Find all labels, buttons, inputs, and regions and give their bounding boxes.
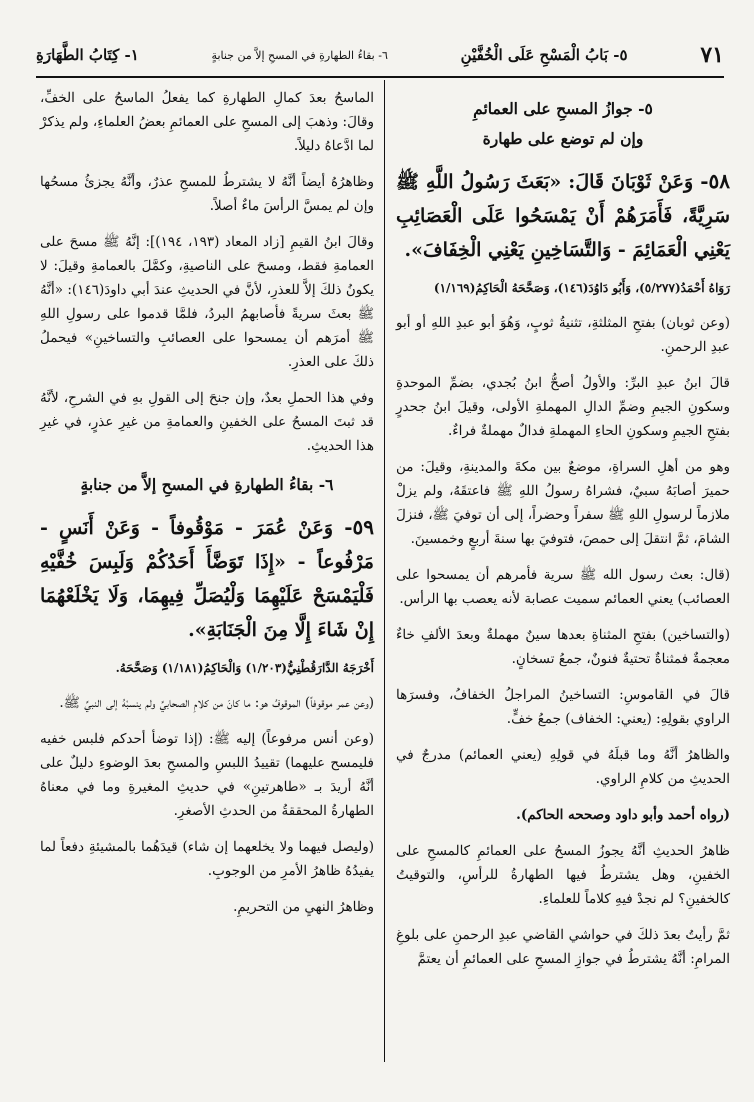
hadith-number: ٥٩-: [344, 515, 374, 539]
section-heading-line1: ٥- جوازُ المسحِ على العمائمِ: [473, 99, 653, 118]
chapter-title: ٥- بَابُ الْمَسْحِ عَلَى الْخُفَّيْنِ: [460, 46, 628, 64]
hadith-reference: أَخْرَجَهُ الدَّارَقُطْنِيُّ(١/٢٠٣) وَالْحَاكِمُ(١/١٨١) وَصَحَّحَهُ.: [115, 661, 374, 675]
commentary-paragraph: وفي هذا الحملِ بعدٌ، وإن جنحَ إلى القولِ بهِ في الشرحِ، لأنَّهُ قد ثبتَ المسحُ على الخفينِ والعمامةِ من غيرِ عذرٍ، في غيرِ هذا الحديثِ.: [40, 390, 374, 454]
hadith-59: [40, 510, 374, 647]
commentary-paragraph: والظاهرُ أنَّهُ وما قبلَهُ في قولِهِ (يعني العمائم) مدرجٌ في الحديثِ من كلامِ الراوي.: [396, 747, 730, 787]
section-heading: ٦- بقاءُ الطهارةِ في المسحِ إلاَّ من جنابةٍ: [80, 475, 334, 494]
commentary-paragraph: (والتساخين) بفتحِ المثناةِ بعدها سينٌ مهملةٌ وبعدَ الألفِ خاءٌ معجمةٌ فمثناةٌ تحتيةٌ فنونٌ، جمعُ تسخانٍ.: [396, 627, 730, 667]
section-heading-line2: وإن لم توضع على طهارة: [482, 129, 644, 148]
hadith-text: وَعَنْ ثَوْبَانَ قَالَ: «بَعَثَ رَسُولُ اللَّهِ ﷺ سَرِيَّةً، فَأَمَرَهُمْ أَنْ يَمْسَحُوا عَلَى الْعَصَائِبِ يَعْنِي الْعَمَائِمَ - وَالتَّسَاخِينِ يَعْنِي الْخِفَافَ».: [396, 171, 730, 261]
hadith-58: [396, 164, 730, 267]
commentary-paragraph: (قال: بعث رسول الله ﷺ سرية فأمرهم أن يمسحوا على العصائب) يعني العمائم سميت عصابة لأنه يعصب بها الرأس.: [396, 567, 730, 607]
page-number: ٧١: [700, 42, 724, 68]
hadith-text: وَعَنْ عُمَرَ - مَوْقُوفاً - وَعَنْ أَنَسٍ - مَرْفُوعاً - «إِذَا تَوَضَّأَ أَحَدُكُمْ وَلَبِسَ خُفَّيْهِ فَلْيَمْسَحْ عَلَيْهِمَا وَلْيُصَلِّ فِيهِمَا، وَلَا يَخْلَعْهُمَا إِنْ شَاءَ إِلَّا مِنَ الْجَنَابَةِ».: [40, 517, 374, 641]
commentary-paragraph: ظاهرُ الحديثِ أنَّهُ يجوزُ المسحُ على العمائمِ كالمسحِ على الخفينِ، وهل يشترطُ فيها الطهارةُ للرأسِ، والتوقيتُ كالخفينِ؟ لم نجدْ فيهِ كلاماً للعلماءِ.: [396, 843, 730, 907]
section-title: ٦- بقاءُ الطهارةِ في المسحِ إلاَّ من جنابةٍ: [211, 48, 388, 62]
commentary-paragraph: وقالَ ابنُ القيمِ [زاد المعاد (١٩٣، ١٩٤)]: إنَّهُ ﷺ مسحَ على العمامةِ فقط، ومسحَ على الناصيةِ، وكمَّلَ بالعمامةِ وقيلَ: لا يكونُ ذلكَ إلاَّ للعذرِ، لأنَّ في الحديثِ عندَ أبي داودَ(١٤٦): «أنَّهُ ﷺ بعثَ سريةً فأصابهمُ البردُ، فلمَّا قدموا على رسولِ اللهِ ﷺ أمرَهم أن يمسحوا على العصائبِ والتساخينِ» فيحملُ ذلكَ على العذرِ.: [40, 234, 374, 370]
left-column: [40, 86, 374, 931]
header-rule: [36, 76, 724, 78]
commentary-paragraph: وظاهرُ النهيِ من التحريمِ.: [233, 899, 374, 915]
book-title: ١- كِتَابُ الطَّهَارَةِ: [36, 46, 139, 64]
right-column: [396, 86, 730, 983]
commentary-paragraph: وظاهرُهُ أيضاً أنَّهُ لا يشترطُ للمسحِ عذرٌ، وأنَّهُ يجزئُ مسحُها وإن لم يمسَّ الرأسَ ماءٌ أصلاً.: [40, 174, 374, 214]
section-heading: [396, 94, 730, 154]
commentary-paragraph: ثمَّ رأيتُ بعدَ ذلكَ في حواشي القاضي عبدِ الرحمنِ على بلوغِ المرامِ: أنَّهُ يشترطُ في جوازِ المسحِ على العمائمِ أن يعتمَّ: [396, 927, 730, 967]
commentary-paragraph: (وعن ثوبان) بفتحِ المثلثةِ، تثنيةُ ثوبٍ، وَهُوَ أبو عبدِ اللهِ أو أبو عبدِ الرحمنِ.: [396, 315, 730, 355]
commentary-paragraph: قالَ في القاموسِ: التساخينُ المراجلُ الخفافُ، وفسرَها الراوي بقولِهِ: (يعني: الخفاف) جمعُ خفٍّ.: [396, 687, 730, 727]
column-divider: [384, 80, 385, 1062]
commentary-paragraph: وهو من أهلِ السراةِ، موضعٌ بين مكةَ والمدينةِ، وقيلَ: من حميرَ أصابَهُ سبيٌ، فشراهُ رسولُ اللهِ ﷺ فاعتقَهُ، ولم يزلْ ملازماً لرسولِ اللهِ ﷺ سفراً وحضراً، إلى أن توفيَ ﷺ، فنزلَ الشامَ، ثمَّ انتقلَ إلى حمصَ، فتوفيَ بها سنةَ أربعٍ وخمسينَ.: [396, 459, 730, 547]
commentary-paragraph: (رواه أحمد وأبو داود وصححه الحاكم).: [516, 807, 730, 823]
commentary-paragraph: (وعن عمر موقوفاً) الموقوفُ هو: ما كانَ من كلامِ الصحابيِّ ولم ينسبْهُ إلى النبيِّ ﷺ.: [59, 695, 374, 711]
hadith-reference: رَوَاهُ أَحْمَدُ(٥/٢٧٧)، وَأَبُو دَاوُدَ(١٤٦)، وَصَحَّحَهُ الْحَاكِمُ(١/١٦٩): [433, 281, 730, 295]
page-header: [36, 38, 724, 72]
commentary-paragraph: قالَ ابنُ عبدِ البرِّ: والأولُ أصحُّ ابنُ بُجدي، بضمِّ الموحدةِ وسكونِ الجيمِ وضمِّ الدالِ المهملةِ الأولى، وقيلَ ابنُ جحدرٍ بفتحِ الجيمِ وسكونِ الحاءِ المهملةِ فدالٌ مهملةٌ فراءٌ.: [396, 375, 730, 439]
commentary-paragraph: (وليصل فيهما ولا يخلعهما إن شاء) قيدَهُما بالمشيئةِ دفعاً لما يفيدُهُ ظاهرُ الأمرِ من الوجوبِ.: [40, 839, 374, 879]
hadith-number: ٥٨-: [700, 169, 730, 193]
commentary-paragraph: (وعن أنس مرفوعاً) إليه ﷺ: (إذا توضأ أحدكم فلبس خفيه فليمسح عليهما) تقييدُ اللبسِ والمسحِ بعدَ الوضوءِ دليلٌ على أنَّهُ أريدَ بـ «طاهرتينِ» في حديثِ المغيرةِ وما في معناهُ الطهارةُ المحققةُ من الحدثِ الأصغرِ.: [40, 731, 374, 819]
commentary-paragraph: الماسحُ بعدَ كمالِ الطهارةِ كما يفعلُ الماسحُ على الخفِّ، وقالَ: وذهبَ إلى المسحِ على العمائمِ بعضُ العلماءِ، ولم يذكرْ لما ادَّعاهُ دليلاً.: [40, 90, 374, 154]
